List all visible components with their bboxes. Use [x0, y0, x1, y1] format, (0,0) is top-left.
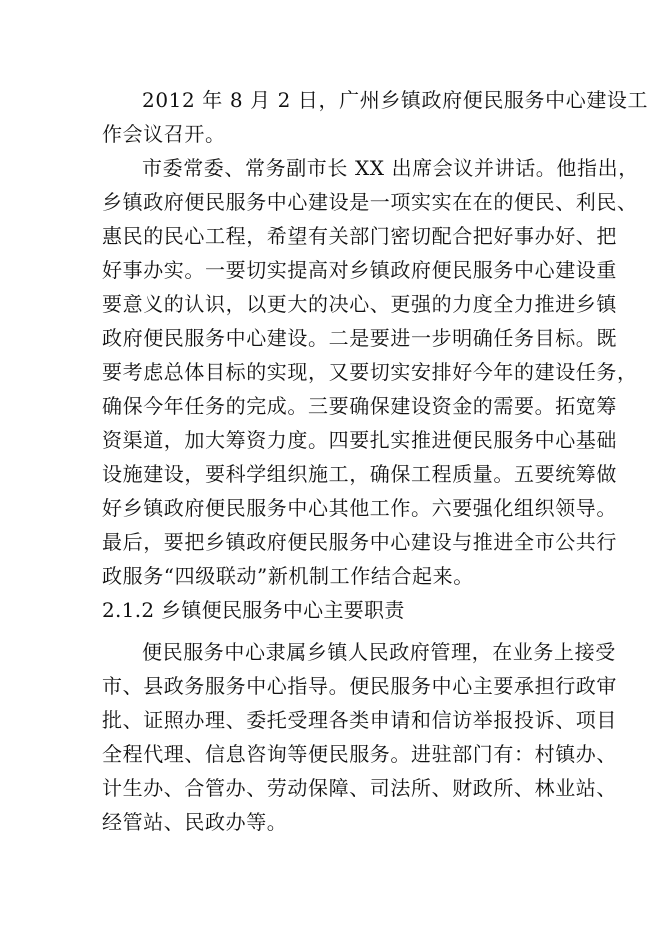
paragraph-2-line-9: 资渠道，加大筹资力度。四要扎实推进便民服务中心基础	[102, 428, 617, 452]
paragraph-3-line-2: 市、县政务服务中心指导。便民服务中心主要承担行政审	[102, 674, 617, 698]
paragraph-2-line-11: 好乡镇政府便民服务中心其他工作。六要强化组织领导。	[102, 496, 617, 520]
paragraph-1-line-2: 作会议召开。	[102, 122, 226, 146]
paragraph-2-line-3: 惠民的民心工程，希望有关部门密切配合把好事办好、把	[102, 224, 617, 248]
paragraph-2-line-8: 确保今年任务的完成。三要确保建设资金的需要。拓宽筹	[102, 394, 617, 418]
paragraph-2-line-10: 设施建设，要科学组织施工，确保工程质量。五要统筹做	[102, 462, 617, 486]
paragraph-2-line-5: 要意义的认识，以更大的决心、更强的力度全力推进乡镇	[102, 292, 617, 316]
paragraph-3-line-3: 批、证照办理、委托受理各类申请和信访举报投诉、项目	[102, 708, 617, 732]
paragraph-2-line-13: 政服务“四级联动”新机制工作结合起来。	[102, 564, 474, 588]
paragraph-2-line-6: 政府便民服务中心建设。二是要进一步明确任务目标。既	[102, 326, 617, 350]
paragraph-1-line-1: 2012 年 8 月 2 日，广州乡镇政府便民服务中心建设工	[142, 88, 649, 112]
paragraph-2-line-12: 最后，要把乡镇政府便民服务中心建设与推进全市公共行	[102, 530, 617, 554]
paragraph-2-line-1: 市委常委、常务副市长 XX 出席会议并讲话。他指出，	[142, 156, 639, 180]
paragraph-3-line-5: 计生办、合管办、劳动保障、司法所、财政所、林业站、	[102, 776, 617, 800]
section-heading: 2.1.2 乡镇便民服务中心主要职责	[102, 598, 405, 622]
paragraph-2-line-7: 要考虑总体目标的实现，又要切实安排好今年的建设任务，	[102, 360, 638, 384]
paragraph-3-line-6: 经管站、民政办等。	[102, 810, 288, 834]
paragraph-3-line-4: 全程代理、信息咨询等便民服务。进驻部门有：村镇办、	[102, 742, 617, 766]
paragraph-3-line-1: 便民服务中心隶属乡镇人民政府管理，在业务上接受	[142, 640, 616, 664]
paragraph-2-line-4: 好事办实。一要切实提高对乡镇政府便民服务中心建设重	[102, 258, 617, 282]
paragraph-2-line-2: 乡镇政府便民服务中心建设是一项实实在在的便民、利民、	[102, 190, 638, 214]
